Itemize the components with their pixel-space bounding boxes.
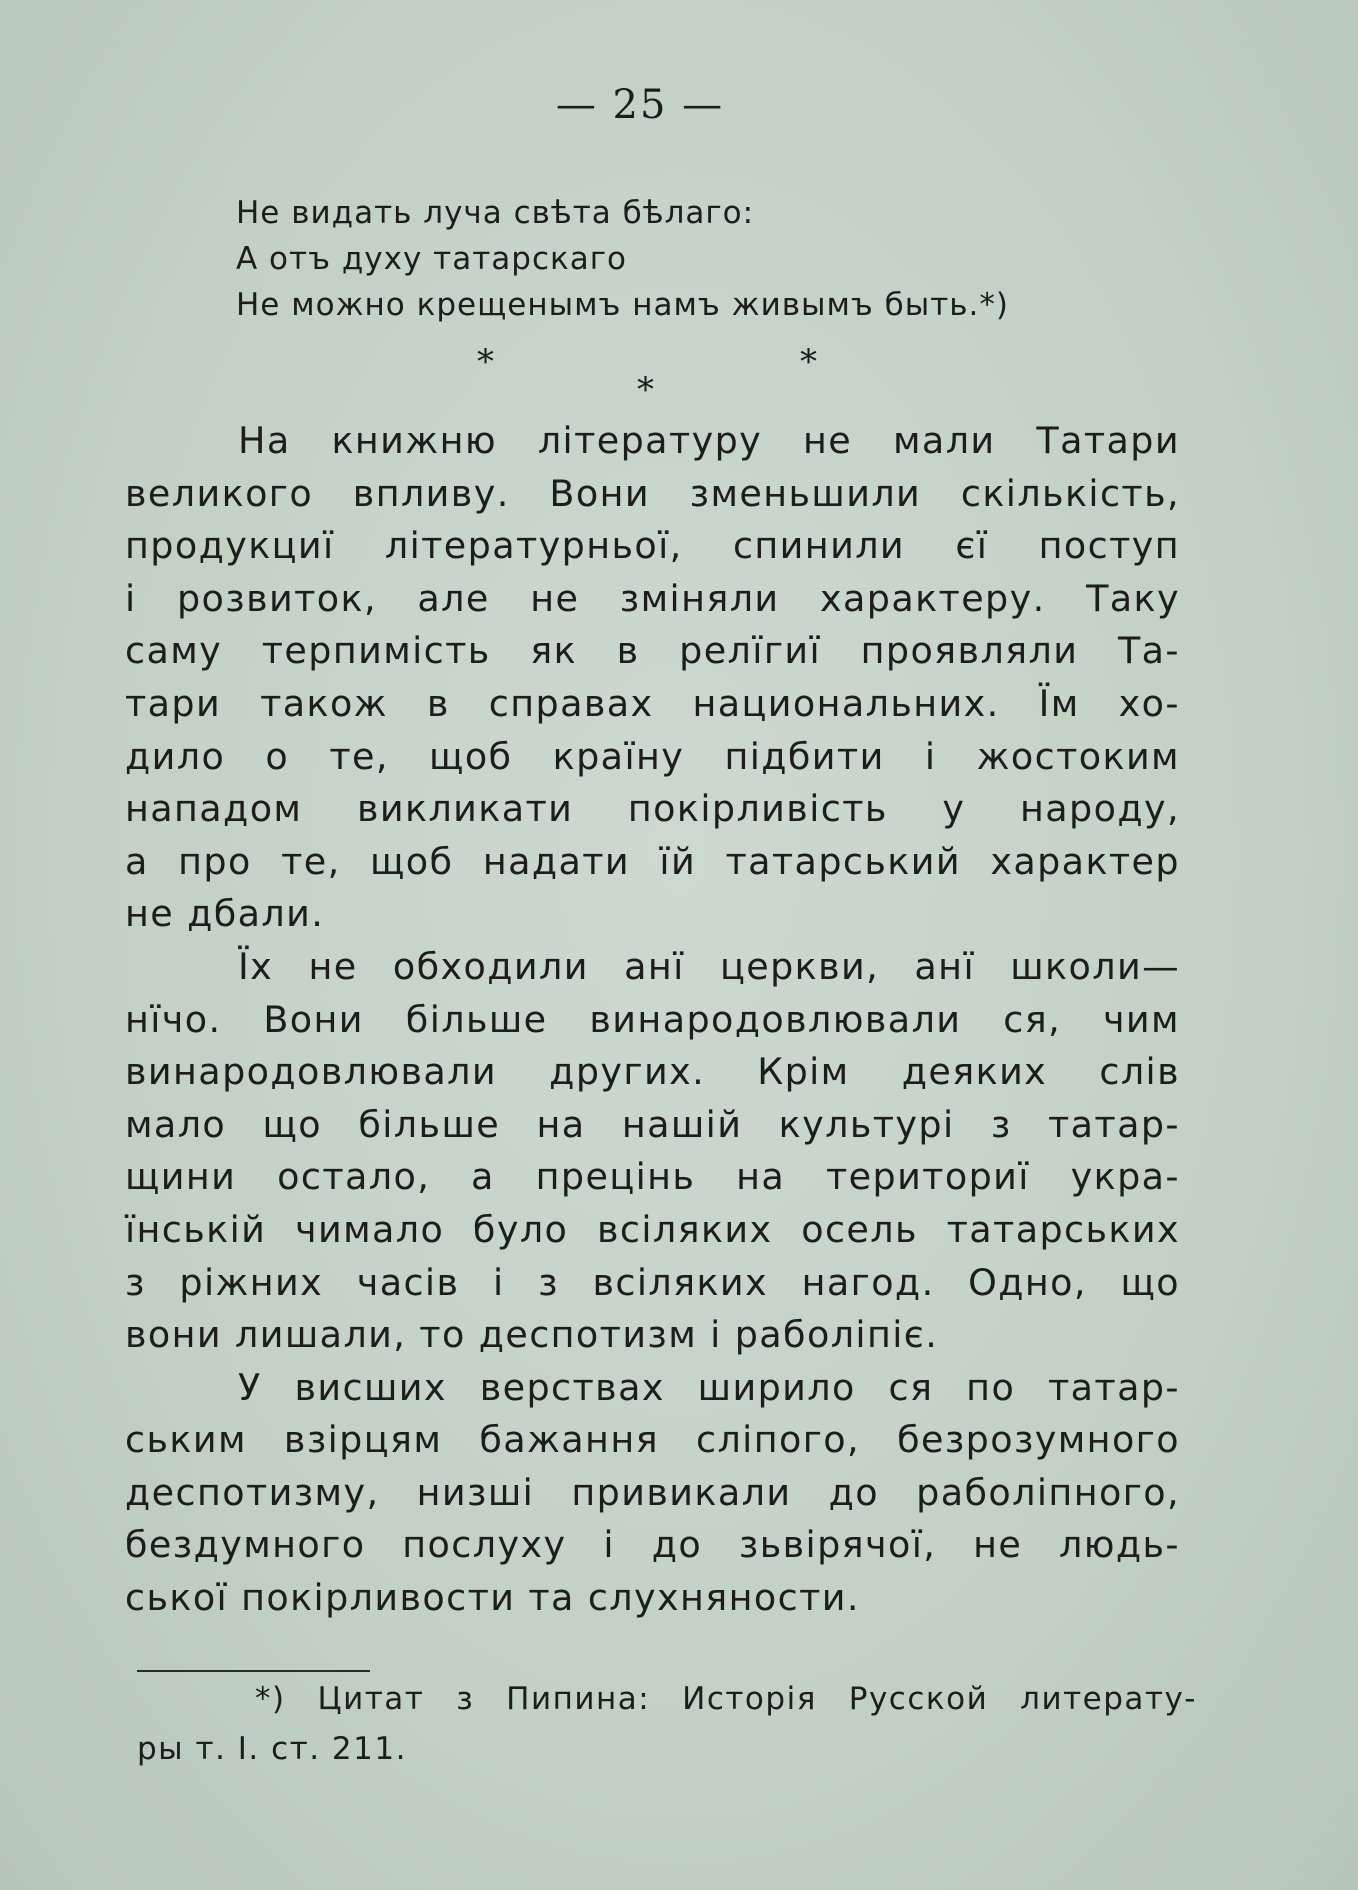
verse-line: Не можно крещенымъ намъ живымъ быть.*) [236, 287, 1009, 323]
verse-line: А отъ духу татарскаго [236, 241, 627, 277]
text-line: а про те, щоб надати їй татарський характер [125, 839, 1180, 883]
verse-line: Не видать луча свѣта бѣлаго: [236, 195, 755, 231]
paragraph [125, 1362, 1180, 1625]
page-number: — 25 — [555, 82, 725, 128]
body-text [125, 415, 1180, 1625]
text-line: ської покірливости та слухняности. [125, 1576, 860, 1620]
text-line: вони лишали, то деспотизм і раболіпіє. [125, 1313, 939, 1357]
paragraph [125, 415, 1180, 941]
text-line: саму терпимість як в релїгиї проявляли Та- [125, 629, 1180, 673]
text-line: У висших верствах ширило ся по татар- [238, 1365, 1180, 1409]
paragraph [125, 941, 1180, 1362]
text-line: винародовлювали других. Крім деяких слів [125, 1050, 1180, 1094]
text-line: нїчо. Вони більше винародовлювали ся, чим [125, 997, 1180, 1041]
asterism-star: * [637, 370, 654, 410]
text-line: На книжню літературу не мали Татари [238, 419, 1180, 462]
asterism-star: * [477, 342, 494, 382]
text-line: ським взірцям бажання сліпого, безрозумного [125, 1418, 1180, 1462]
footnote-line: *) Цитат з Пипина: Исторія Русской литерату- [255, 1681, 1197, 1717]
text-line: тари також в справах национальних. Їм хо- [125, 681, 1180, 725]
text-line: і розвиток, але не зміняли характеру. Таку [125, 576, 1180, 620]
text-line: дило о те, щоб країну підбити і жостоким [125, 734, 1180, 778]
footnote-line: ры т. І. ст. 211. [137, 1731, 407, 1767]
verse-quote [236, 190, 1009, 328]
text-line: бездумного послуху і до зьвірячої, не людь- [125, 1523, 1180, 1567]
text-line: Їх не обходили анї церкви, анї школи— [238, 944, 1180, 988]
text-line: не дбали. [125, 892, 325, 936]
text-line: їнській чимало було всіляких осель татарських [125, 1207, 1180, 1251]
footnote-divider [137, 1670, 370, 1672]
text-line: деспотизму, низші привикали до раболіпного, [125, 1470, 1180, 1514]
text-line: щини остало, а прецінь на териториї укра- [125, 1155, 1180, 1199]
footnote [137, 1674, 1197, 1774]
text-line: з ріжних часів і з всіляких нагод. Одно, що [125, 1260, 1180, 1304]
asterism-star: * [800, 342, 817, 382]
text-line: мало що більше на нашій культурі з татар- [125, 1102, 1180, 1146]
text-line: нападом викликати покірливість у народу, [125, 787, 1180, 831]
text-line: продукциї літературньої, спинили єї поступ [125, 524, 1180, 568]
text-line: великого впливу. Вони зменьшили скількість, [125, 471, 1180, 515]
